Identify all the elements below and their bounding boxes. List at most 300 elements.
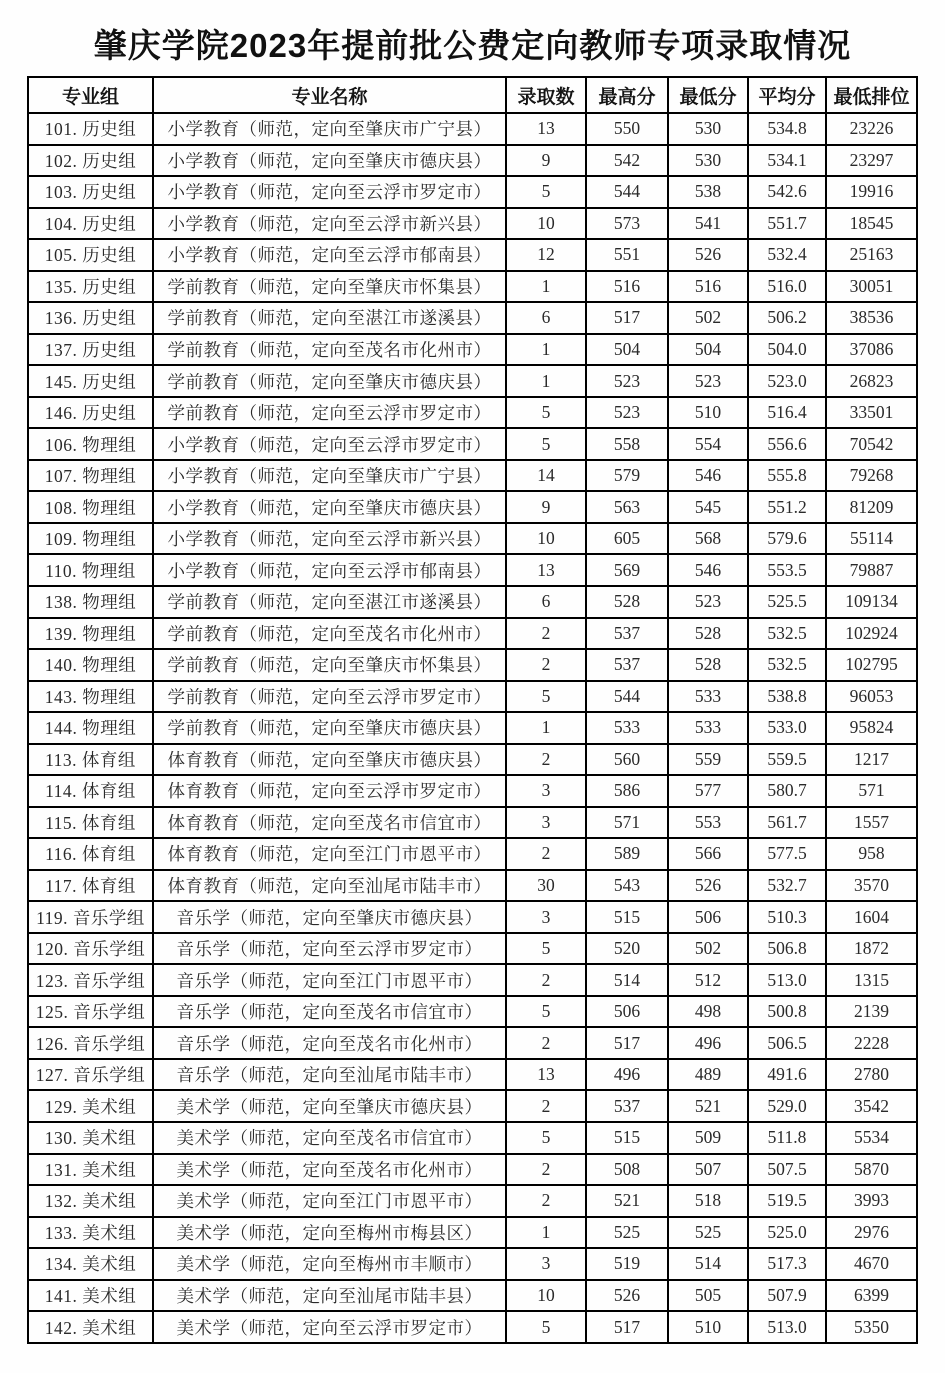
min-rank-cell: 1604 xyxy=(826,901,917,933)
max-score-cell: 496 xyxy=(586,1059,668,1091)
min-score-cell: 505 xyxy=(668,1280,748,1312)
admit-count-cell: 10 xyxy=(506,208,586,240)
avg-score-cell: 525.0 xyxy=(748,1217,826,1249)
admit-count-cell: 10 xyxy=(506,1280,586,1312)
group-cell: 113. 体育组 xyxy=(28,744,153,776)
group-cell: 125. 音乐学组 xyxy=(28,996,153,1028)
major-name-cell: 小学教育（师范，定向至肇庆市德庆县） xyxy=(153,145,506,177)
admit-count-cell: 2 xyxy=(506,1027,586,1059)
table-row xyxy=(28,618,917,650)
major-name-cell: 美术学（师范，定向至汕尾市陆丰县） xyxy=(153,1280,506,1312)
max-score-cell: 517 xyxy=(586,302,668,334)
avg-score-cell: 519.5 xyxy=(748,1185,826,1217)
major-name-cell: 小学教育（师范，定向至云浮市新兴县） xyxy=(153,523,506,555)
admit-count-cell: 2 xyxy=(506,1090,586,1122)
table-row xyxy=(28,807,917,839)
table-row xyxy=(28,744,917,776)
min-score-cell: 489 xyxy=(668,1059,748,1091)
table-row xyxy=(28,334,917,366)
max-score-cell: 573 xyxy=(586,208,668,240)
min-rank-cell: 1557 xyxy=(826,807,917,839)
major-name-cell: 美术学（师范，定向至江门市恩平市） xyxy=(153,1185,506,1217)
max-score-cell: 551 xyxy=(586,239,668,271)
avg-score-cell: 516.0 xyxy=(748,271,826,303)
min-rank-cell: 2139 xyxy=(826,996,917,1028)
table-row xyxy=(28,208,917,240)
avg-score-cell: 551.2 xyxy=(748,491,826,523)
min-score-cell: 568 xyxy=(668,523,748,555)
min-rank-cell: 55114 xyxy=(826,523,917,555)
major-name-cell: 小学教育（师范，定向至云浮市新兴县） xyxy=(153,208,506,240)
min-rank-cell: 6399 xyxy=(826,1280,917,1312)
table-row xyxy=(28,428,917,460)
min-score-cell: 498 xyxy=(668,996,748,1028)
avg-score-cell: 513.0 xyxy=(748,964,826,996)
avg-score-cell: 523.0 xyxy=(748,365,826,397)
table-row xyxy=(28,271,917,303)
admit-count-cell: 13 xyxy=(506,113,586,145)
page-title: 肇庆学院2023年提前批公费定向教师专项录取情况 xyxy=(93,27,852,64)
group-cell: 123. 音乐学组 xyxy=(28,964,153,996)
table-row xyxy=(28,239,917,271)
min-rank-cell: 79268 xyxy=(826,460,917,492)
avg-score-cell: 525.5 xyxy=(748,586,826,618)
header-min: 最低分 xyxy=(668,77,748,113)
major-name-cell: 学前教育（师范，定向至肇庆市怀集县） xyxy=(153,649,506,681)
min-score-cell: 533 xyxy=(668,712,748,744)
table-row xyxy=(28,460,917,492)
min-score-cell: 533 xyxy=(668,681,748,713)
max-score-cell: 542 xyxy=(586,145,668,177)
major-name-cell: 体育教育（师范，定向至茂名市信宜市） xyxy=(153,807,506,839)
avg-score-cell: 534.1 xyxy=(748,145,826,177)
avg-score-cell: 532.7 xyxy=(748,870,826,902)
table-row xyxy=(28,1280,917,1312)
min-score-cell: 525 xyxy=(668,1217,748,1249)
max-score-cell: 589 xyxy=(586,838,668,870)
avg-score-cell: 507.9 xyxy=(748,1280,826,1312)
avg-score-cell: 532.5 xyxy=(748,618,826,650)
admit-count-cell: 5 xyxy=(506,428,586,460)
min-score-cell: 512 xyxy=(668,964,748,996)
group-cell: 109. 物理组 xyxy=(28,523,153,555)
min-score-cell: 559 xyxy=(668,744,748,776)
min-rank-cell: 79887 xyxy=(826,554,917,586)
max-score-cell: 526 xyxy=(586,1280,668,1312)
min-rank-cell: 3993 xyxy=(826,1185,917,1217)
group-cell: 140. 物理组 xyxy=(28,649,153,681)
admit-count-cell: 10 xyxy=(506,523,586,555)
table-row xyxy=(28,1122,917,1154)
avg-score-cell: 506.2 xyxy=(748,302,826,334)
major-name-cell: 美术学（师范，定向至肇庆市德庆县） xyxy=(153,1090,506,1122)
header-count: 录取数 xyxy=(506,77,586,113)
max-score-cell: 571 xyxy=(586,807,668,839)
avg-score-cell: 506.5 xyxy=(748,1027,826,1059)
min-score-cell: 523 xyxy=(668,586,748,618)
admit-count-cell: 5 xyxy=(506,996,586,1028)
table-row xyxy=(28,554,917,586)
table-row xyxy=(28,996,917,1028)
major-name-cell: 体育教育（师范，定向至江门市恩平市） xyxy=(153,838,506,870)
max-score-cell: 525 xyxy=(586,1217,668,1249)
min-score-cell: 523 xyxy=(668,365,748,397)
admit-count-cell: 1 xyxy=(506,712,586,744)
admit-count-cell: 3 xyxy=(506,807,586,839)
avg-score-cell: 500.8 xyxy=(748,996,826,1028)
max-score-cell: 579 xyxy=(586,460,668,492)
min-rank-cell: 96053 xyxy=(826,681,917,713)
admit-count-cell: 2 xyxy=(506,838,586,870)
table-row xyxy=(28,1059,917,1091)
group-cell: 143. 物理组 xyxy=(28,681,153,713)
avg-score-cell: 529.0 xyxy=(748,1090,826,1122)
min-rank-cell: 571 xyxy=(826,775,917,807)
table-row xyxy=(28,176,917,208)
table-body xyxy=(28,113,917,1343)
min-rank-cell: 37086 xyxy=(826,334,917,366)
group-cell: 127. 音乐学组 xyxy=(28,1059,153,1091)
max-score-cell: 519 xyxy=(586,1248,668,1280)
avg-score-cell: 556.6 xyxy=(748,428,826,460)
table-row xyxy=(28,586,917,618)
min-rank-cell: 30051 xyxy=(826,271,917,303)
min-score-cell: 546 xyxy=(668,460,748,492)
min-score-cell: 577 xyxy=(668,775,748,807)
avg-score-cell: 559.5 xyxy=(748,744,826,776)
min-score-cell: 553 xyxy=(668,807,748,839)
major-name-cell: 美术学（师范，定向至梅州市丰顺市） xyxy=(153,1248,506,1280)
major-name-cell: 体育教育（师范，定向至汕尾市陆丰市） xyxy=(153,870,506,902)
table-row xyxy=(28,1185,917,1217)
max-score-cell: 528 xyxy=(586,586,668,618)
group-cell: 132. 美术组 xyxy=(28,1185,153,1217)
group-cell: 139. 物理组 xyxy=(28,618,153,650)
avg-score-cell: 534.8 xyxy=(748,113,826,145)
admit-count-cell: 13 xyxy=(506,554,586,586)
max-score-cell: 515 xyxy=(586,1122,668,1154)
major-name-cell: 美术学（师范，定向至云浮市罗定市） xyxy=(153,1311,506,1343)
major-name-cell: 音乐学（师范，定向至茂名市信宜市） xyxy=(153,996,506,1028)
table-row xyxy=(28,838,917,870)
max-score-cell: 506 xyxy=(586,996,668,1028)
table-row xyxy=(28,1090,917,1122)
min-score-cell: 530 xyxy=(668,113,748,145)
admit-count-cell: 12 xyxy=(506,239,586,271)
table-row xyxy=(28,775,917,807)
admit-count-cell: 2 xyxy=(506,1185,586,1217)
major-name-cell: 学前教育（师范，定向至云浮市罗定市） xyxy=(153,397,506,429)
min-rank-cell: 23226 xyxy=(826,113,917,145)
major-name-cell: 学前教育（师范，定向至肇庆市怀集县） xyxy=(153,271,506,303)
max-score-cell: 550 xyxy=(586,113,668,145)
group-cell: 103. 历史组 xyxy=(28,176,153,208)
max-score-cell: 523 xyxy=(586,397,668,429)
header-max: 最高分 xyxy=(586,77,668,113)
group-cell: 134. 美术组 xyxy=(28,1248,153,1280)
min-score-cell: 509 xyxy=(668,1122,748,1154)
major-name-cell: 小学教育（师范，定向至肇庆市广宁县） xyxy=(153,460,506,492)
group-cell: 145. 历史组 xyxy=(28,365,153,397)
max-score-cell: 569 xyxy=(586,554,668,586)
min-score-cell: 554 xyxy=(668,428,748,460)
max-score-cell: 523 xyxy=(586,365,668,397)
admit-count-cell: 2 xyxy=(506,618,586,650)
min-score-cell: 528 xyxy=(668,649,748,681)
major-name-cell: 小学教育（师范，定向至肇庆市德庆县） xyxy=(153,491,506,523)
avg-score-cell: 580.7 xyxy=(748,775,826,807)
min-rank-cell: 18545 xyxy=(826,208,917,240)
min-score-cell: 496 xyxy=(668,1027,748,1059)
major-name-cell: 音乐学（师范，定向至云浮市罗定市） xyxy=(153,933,506,965)
admit-count-cell: 5 xyxy=(506,933,586,965)
min-rank-cell: 102795 xyxy=(826,649,917,681)
admit-count-cell: 3 xyxy=(506,775,586,807)
group-cell: 141. 美术组 xyxy=(28,1280,153,1312)
group-cell: 136. 历史组 xyxy=(28,302,153,334)
min-rank-cell: 33501 xyxy=(826,397,917,429)
avg-score-cell: 561.7 xyxy=(748,807,826,839)
min-score-cell: 526 xyxy=(668,870,748,902)
min-score-cell: 566 xyxy=(668,838,748,870)
min-rank-cell: 38536 xyxy=(826,302,917,334)
avg-score-cell: 533.0 xyxy=(748,712,826,744)
table-row xyxy=(28,365,917,397)
admit-count-cell: 1 xyxy=(506,365,586,397)
major-name-cell: 小学教育（师范，定向至云浮市罗定市） xyxy=(153,428,506,460)
admit-count-cell: 1 xyxy=(506,334,586,366)
min-rank-cell: 70542 xyxy=(826,428,917,460)
group-cell: 110. 物理组 xyxy=(28,554,153,586)
avg-score-cell: 491.6 xyxy=(748,1059,826,1091)
min-rank-cell: 25163 xyxy=(826,239,917,271)
major-name-cell: 学前教育（师范，定向至茂名市化州市） xyxy=(153,334,506,366)
group-cell: 138. 物理组 xyxy=(28,586,153,618)
admit-count-cell: 13 xyxy=(506,1059,586,1091)
major-name-cell: 音乐学（师范，定向至江门市恩平市） xyxy=(153,964,506,996)
major-name-cell: 小学教育（师范，定向至云浮市郁南县） xyxy=(153,239,506,271)
major-name-cell: 音乐学（师范，定向至汕尾市陆丰市） xyxy=(153,1059,506,1091)
group-cell: 107. 物理组 xyxy=(28,460,153,492)
major-name-cell: 小学教育（师范，定向至云浮市郁南县） xyxy=(153,554,506,586)
min-score-cell: 516 xyxy=(668,271,748,303)
min-rank-cell: 2780 xyxy=(826,1059,917,1091)
min-rank-cell: 95824 xyxy=(826,712,917,744)
group-cell: 101. 历史组 xyxy=(28,113,153,145)
table-row xyxy=(28,901,917,933)
avg-score-cell: 504.0 xyxy=(748,334,826,366)
major-name-cell: 音乐学（师范，定向至肇庆市德庆县） xyxy=(153,901,506,933)
max-score-cell: 537 xyxy=(586,649,668,681)
avg-score-cell: 577.5 xyxy=(748,838,826,870)
min-rank-cell: 26823 xyxy=(826,365,917,397)
avg-score-cell: 510.3 xyxy=(748,901,826,933)
header-rank: 最低排位 xyxy=(826,77,917,113)
table-row xyxy=(28,933,917,965)
min-score-cell: 506 xyxy=(668,901,748,933)
group-cell: 129. 美术组 xyxy=(28,1090,153,1122)
major-name-cell: 学前教育（师范，定向至云浮市罗定市） xyxy=(153,681,506,713)
min-score-cell: 541 xyxy=(668,208,748,240)
max-score-cell: 605 xyxy=(586,523,668,555)
min-rank-cell: 5870 xyxy=(826,1154,917,1186)
max-score-cell: 515 xyxy=(586,901,668,933)
min-score-cell: 538 xyxy=(668,176,748,208)
table-row xyxy=(28,712,917,744)
group-cell: 106. 物理组 xyxy=(28,428,153,460)
max-score-cell: 543 xyxy=(586,870,668,902)
group-cell: 131. 美术组 xyxy=(28,1154,153,1186)
min-rank-cell: 1217 xyxy=(826,744,917,776)
min-score-cell: 526 xyxy=(668,239,748,271)
max-score-cell: 537 xyxy=(586,1090,668,1122)
avg-score-cell: 538.8 xyxy=(748,681,826,713)
table-row xyxy=(28,302,917,334)
min-rank-cell: 19916 xyxy=(826,176,917,208)
major-name-cell: 美术学（师范，定向至梅州市梅县区） xyxy=(153,1217,506,1249)
admit-count-cell: 2 xyxy=(506,1154,586,1186)
avg-score-cell: 579.6 xyxy=(748,523,826,555)
min-rank-cell: 5350 xyxy=(826,1311,917,1343)
avg-score-cell: 506.8 xyxy=(748,933,826,965)
max-score-cell: 504 xyxy=(586,334,668,366)
avg-score-cell: 532.5 xyxy=(748,649,826,681)
table-row xyxy=(28,681,917,713)
table-row xyxy=(28,1217,917,1249)
avg-score-cell: 551.7 xyxy=(748,208,826,240)
admit-count-cell: 3 xyxy=(506,1248,586,1280)
min-rank-cell: 81209 xyxy=(826,491,917,523)
group-cell: 115. 体育组 xyxy=(28,807,153,839)
min-score-cell: 510 xyxy=(668,397,748,429)
max-score-cell: 508 xyxy=(586,1154,668,1186)
table-row xyxy=(28,964,917,996)
table-row xyxy=(28,1311,917,1343)
max-score-cell: 586 xyxy=(586,775,668,807)
table-header-row xyxy=(28,77,917,113)
max-score-cell: 517 xyxy=(586,1027,668,1059)
min-rank-cell: 23297 xyxy=(826,145,917,177)
group-cell: 120. 音乐学组 xyxy=(28,933,153,965)
group-cell: 135. 历史组 xyxy=(28,271,153,303)
max-score-cell: 517 xyxy=(586,1311,668,1343)
group-cell: 104. 历史组 xyxy=(28,208,153,240)
major-name-cell: 小学教育（师范，定向至云浮市罗定市） xyxy=(153,176,506,208)
min-rank-cell: 102924 xyxy=(826,618,917,650)
table-row xyxy=(28,649,917,681)
major-name-cell: 音乐学（师范，定向至茂名市化州市） xyxy=(153,1027,506,1059)
header-major: 专业名称 xyxy=(153,77,506,113)
admit-count-cell: 2 xyxy=(506,649,586,681)
avg-score-cell: 553.5 xyxy=(748,554,826,586)
max-score-cell: 558 xyxy=(586,428,668,460)
admit-count-cell: 9 xyxy=(506,145,586,177)
group-cell: 144. 物理组 xyxy=(28,712,153,744)
table-row xyxy=(28,113,917,145)
table-row xyxy=(28,870,917,902)
avg-score-cell: 513.0 xyxy=(748,1311,826,1343)
min-score-cell: 545 xyxy=(668,491,748,523)
max-score-cell: 563 xyxy=(586,491,668,523)
group-cell: 146. 历史组 xyxy=(28,397,153,429)
table-row xyxy=(28,491,917,523)
admit-count-cell: 6 xyxy=(506,586,586,618)
admissions-table xyxy=(27,76,918,1344)
major-name-cell: 学前教育（师范，定向至茂名市化州市） xyxy=(153,618,506,650)
table-row xyxy=(28,1248,917,1280)
max-score-cell: 520 xyxy=(586,933,668,965)
avg-score-cell: 516.4 xyxy=(748,397,826,429)
admit-count-cell: 5 xyxy=(506,176,586,208)
group-cell: 117. 体育组 xyxy=(28,870,153,902)
min-rank-cell: 2976 xyxy=(826,1217,917,1249)
admit-count-cell: 5 xyxy=(506,1122,586,1154)
major-name-cell: 美术学（师范，定向至茂名市化州市） xyxy=(153,1154,506,1186)
min-score-cell: 502 xyxy=(668,933,748,965)
header-avg: 平均分 xyxy=(748,77,826,113)
group-cell: 105. 历史组 xyxy=(28,239,153,271)
max-score-cell: 533 xyxy=(586,712,668,744)
min-score-cell: 521 xyxy=(668,1090,748,1122)
min-rank-cell: 958 xyxy=(826,838,917,870)
admit-count-cell: 5 xyxy=(506,681,586,713)
admit-count-cell: 1 xyxy=(506,1217,586,1249)
min-score-cell: 510 xyxy=(668,1311,748,1343)
min-score-cell: 546 xyxy=(668,554,748,586)
group-cell: 126. 音乐学组 xyxy=(28,1027,153,1059)
major-name-cell: 体育教育（师范，定向至肇庆市德庆县） xyxy=(153,744,506,776)
max-score-cell: 514 xyxy=(586,964,668,996)
min-rank-cell: 2228 xyxy=(826,1027,917,1059)
admit-count-cell: 5 xyxy=(506,1311,586,1343)
min-rank-cell: 3542 xyxy=(826,1090,917,1122)
major-name-cell: 学前教育（师范，定向至肇庆市德庆县） xyxy=(153,365,506,397)
admit-count-cell: 2 xyxy=(506,964,586,996)
min-rank-cell: 3570 xyxy=(826,870,917,902)
table-row xyxy=(28,1154,917,1186)
table-row xyxy=(28,397,917,429)
max-score-cell: 521 xyxy=(586,1185,668,1217)
major-name-cell: 体育教育（师范，定向至云浮市罗定市） xyxy=(153,775,506,807)
admit-count-cell: 9 xyxy=(506,491,586,523)
admit-count-cell: 6 xyxy=(506,302,586,334)
avg-score-cell: 507.5 xyxy=(748,1154,826,1186)
max-score-cell: 537 xyxy=(586,618,668,650)
min-rank-cell: 1872 xyxy=(826,933,917,965)
admit-count-cell: 14 xyxy=(506,460,586,492)
min-score-cell: 502 xyxy=(668,302,748,334)
admit-count-cell: 1 xyxy=(506,271,586,303)
min-score-cell: 528 xyxy=(668,618,748,650)
group-cell: 116. 体育组 xyxy=(28,838,153,870)
max-score-cell: 544 xyxy=(586,176,668,208)
group-cell: 119. 音乐学组 xyxy=(28,901,153,933)
group-cell: 114. 体育组 xyxy=(28,775,153,807)
table-row xyxy=(28,523,917,555)
major-name-cell: 学前教育（师范，定向至湛江市遂溪县） xyxy=(153,302,506,334)
group-cell: 130. 美术组 xyxy=(28,1122,153,1154)
admit-count-cell: 5 xyxy=(506,397,586,429)
min-score-cell: 504 xyxy=(668,334,748,366)
avg-score-cell: 532.4 xyxy=(748,239,826,271)
min-rank-cell: 1315 xyxy=(826,964,917,996)
avg-score-cell: 517.3 xyxy=(748,1248,826,1280)
major-name-cell: 学前教育（师范，定向至肇庆市德庆县） xyxy=(153,712,506,744)
avg-score-cell: 542.6 xyxy=(748,176,826,208)
avg-score-cell: 511.8 xyxy=(748,1122,826,1154)
min-score-cell: 530 xyxy=(668,145,748,177)
group-cell: 133. 美术组 xyxy=(28,1217,153,1249)
